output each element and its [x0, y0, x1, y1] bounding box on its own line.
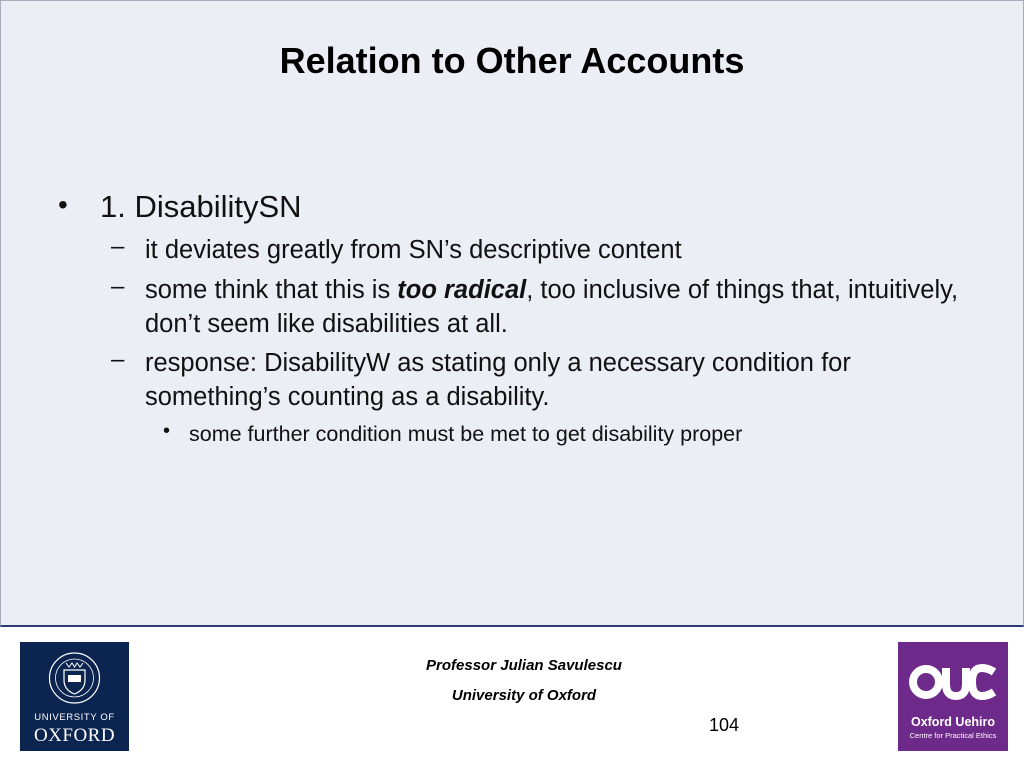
sub-bullet-text-post: , too inclusive of things that, intuitively, don’t seem like disabilities at all.	[145, 276, 959, 338]
sub-bullet	[111, 273, 965, 341]
uehiro-logo	[898, 642, 1008, 751]
sub-bullet	[111, 346, 965, 414]
oxford-logo	[20, 642, 129, 751]
bullet-dot-icon: •	[163, 420, 171, 442]
page-number: 104	[709, 715, 740, 735]
oxford-crest-icon	[47, 648, 102, 708]
uehiro-logo-subtitle: Centre for Practical Ethics	[909, 731, 997, 740]
oxford-logo-line1: UNIVERSITY OF	[34, 712, 115, 723]
sub-bullet-text: response: DisabilityW as stating only a necessary condition for something’s counting as a disability.	[145, 349, 851, 411]
emphasis-text: too radical	[397, 276, 527, 304]
footer-presenter: Professor Julian Savulescu	[426, 657, 622, 674]
dash-icon: –	[111, 273, 125, 300]
sub-bullet	[111, 233, 965, 267]
bullet-dot-icon: •	[58, 189, 68, 220]
dash-icon: –	[111, 233, 125, 260]
dash-icon: –	[111, 346, 125, 373]
sub-sub-bullet	[163, 420, 743, 447]
sub-bullet-text-pre: some think that this is	[145, 276, 398, 304]
sub-sub-bullet-text: some further condition must be met to get disability proper	[189, 422, 743, 446]
uehiro-logo-name: Oxford Uehiro	[910, 715, 996, 729]
oxford-logo-line2: OXFORD	[33, 725, 116, 746]
sub-bullet-text: it deviates greatly from SN’s descriptive content	[145, 236, 682, 264]
bullet-text: 1. DisabilitySN	[100, 189, 302, 224]
bullet-level1	[58, 189, 302, 225]
footer-institution: University of Oxford	[451, 687, 597, 704]
slide-title: Relation to Other Accounts	[279, 40, 745, 81]
uehiro-mark-icon	[906, 656, 1000, 708]
